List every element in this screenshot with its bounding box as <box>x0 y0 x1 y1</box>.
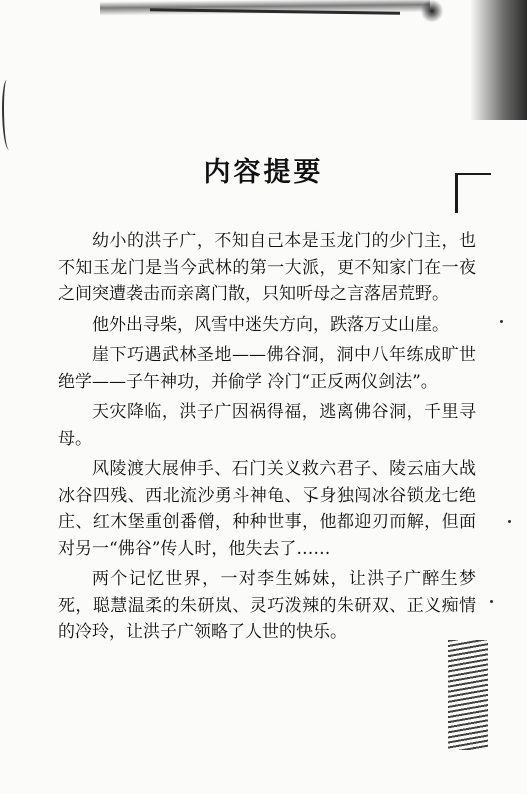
synopsis-body <box>58 228 476 650</box>
scan-blot <box>420 0 444 22</box>
scan-speck <box>508 520 511 523</box>
paragraph: 他外出寻柴，风雪中迷失方向，跌落万丈山崖。 <box>92 314 449 335</box>
scan-speck <box>490 600 493 603</box>
scan-speck <box>500 320 503 323</box>
paragraph: 天灾降临，洪子广因祸得福，逃离佛谷洞，千里寻母。 <box>58 402 476 449</box>
page-title: 内容提要 <box>203 157 324 188</box>
paragraph: 幼小的洪子广，不知自己本是玉龙门的少门主，也不知玉龙门是当今武林的第一大派，更不知家门在一夜之间突遭袭击而亲离门散，只知听母之言落居荒野。 <box>58 231 476 304</box>
paragraph: 两个记忆世界，一对李生姊妹，让洪子广醉生梦死，聪慧温柔的朱研岚、灵巧泼辣的朱研双、正义痴情的冷玲，让洪子广领略了人世的快乐。 <box>58 569 476 642</box>
paragraph: 风陵渡大展伸手、石门关义救六君子、陵云庙大战冰谷四残、西北流沙勇斗神龟、孓身独闯冰谷锁龙七绝庄、红木堡重创番僧，种种世事，他都迎刃而解，但面对另一“佛谷”传人时，他失去了…… <box>58 459 476 559</box>
scan-edge-shadow <box>448 640 488 750</box>
scan-curve-mark <box>2 80 14 150</box>
paragraph: 崖下巧遇武林圣地——佛谷洞，洞中八年练成旷世绝学——子午神功，并偷学 冷门“正反两仪剑法”。 <box>58 345 476 392</box>
scan-edge-shadow <box>470 0 527 120</box>
